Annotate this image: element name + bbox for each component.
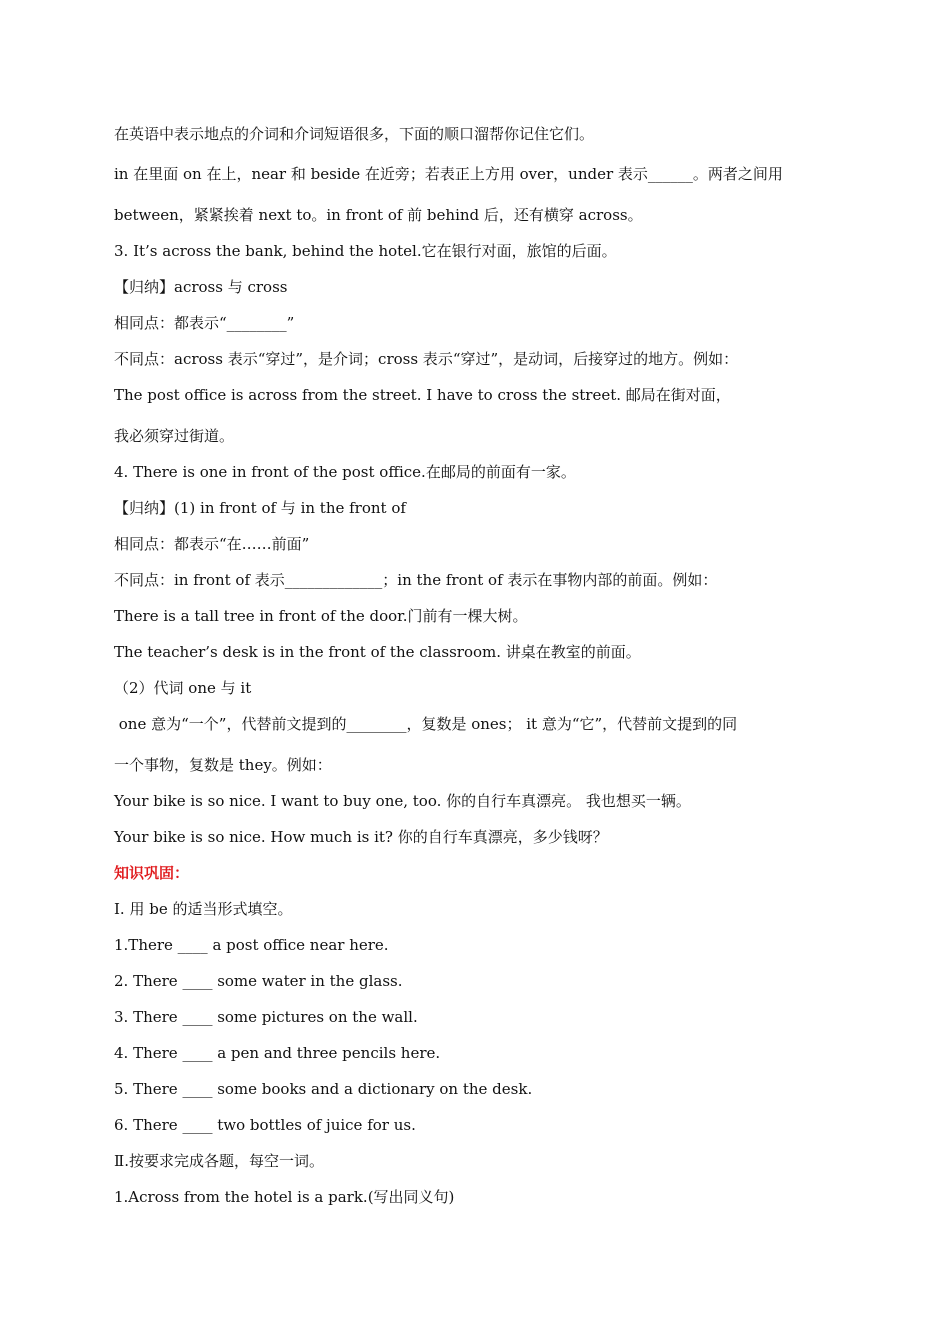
exercise-1-q3: 3. There ____ some pictures on the wall. (114, 1008, 418, 1026)
summary-heading-in-front-of: 【归纳】(1) in front of 与 in the front of (114, 499, 406, 517)
rhyme-line-1: in 在里面 on 在上，near 和 beside 在近旁；若表正上方用 over，under 表示______。两者之间用 (114, 165, 783, 183)
exercise-1-heading: Ⅰ. 用 be 的适当形式填空。 (114, 900, 293, 918)
similarity-line: 相同点：都表示“________” (114, 314, 295, 332)
pronoun-heading: （2）代词 one 与 it (114, 679, 252, 697)
example-desk: The teacher’s desk is in the front of the classroom. 讲桌在教室的前面。 (114, 643, 641, 661)
exercise-1-q5: 5. There ____ some books and a dictionary on the desk. (114, 1080, 533, 1098)
example-bike-one: Your bike is so nice. I want to buy one, too. 你的自行车真漂亮。 我也想买一辆。 (114, 792, 691, 810)
section-heading-practice: 知识巩固： (114, 864, 190, 882)
exercise-1-q1: 1.There ____ a post office near here. (114, 936, 389, 954)
pronoun-explanation-1: one 意为“一个”，代替前文提到的________，复数是 ones； it 意为“它”，代替前文提到的同 (114, 715, 738, 733)
example-post-office: The post office is across from the street. I have to cross the street. 邮局在街对面， (114, 386, 731, 404)
exercise-1-q2: 2. There ____ some water in the glass. (114, 972, 403, 990)
exercise-2-q1: 1.Across from the hotel is a park.(写出同义句) (114, 1188, 455, 1206)
exercise-1-q6: 6. There ____ two bottles of juice for us. (114, 1116, 416, 1134)
pronoun-explanation-2: 一个事物，复数是 they。例如： (114, 756, 332, 774)
difference-line-2: 不同点：in front of 表示_____________；in the front of 表示在事物内部的前面。例如： (114, 571, 718, 589)
exercise-2-heading: Ⅱ.按要求完成各题，每空一词。 (114, 1152, 324, 1170)
example-4: 4. There is one in front of the post office.在邮局的前面有一家。 (114, 463, 576, 481)
rhyme-line-2: between，紧紧挨着 next to。in front of 前 behind 后，还有横穿 across。 (114, 206, 643, 224)
example-tree: There is a tall tree in front of the door.门前有一棵大树。 (114, 607, 528, 625)
example-translation: 我必须穿过街道。 (114, 427, 235, 445)
similarity-line-2: 相同点：都表示“在……前面” (114, 535, 310, 553)
example-bike-it: Your bike is so nice. How much is it? 你的自行车真漂亮，多少钱呀？ (114, 828, 608, 846)
exercise-1-q4: 4. There ____ a pen and three pencils here. (114, 1044, 441, 1062)
difference-line: 不同点：across 表示“穿过”，是介词；cross 表示“穿过”，是动词，后接穿过的地方。例如： (114, 350, 739, 368)
example-3: 3. It’s across the bank, behind the hotel.它在银行对面，旅馆的后面。 (114, 242, 617, 260)
intro-line: 在英语中表示地点的介词和介词短语很多，下面的顺口溜帮你记住它们。 (114, 125, 595, 143)
summary-heading-across-cross: 【归纳】across 与 cross (114, 278, 288, 296)
